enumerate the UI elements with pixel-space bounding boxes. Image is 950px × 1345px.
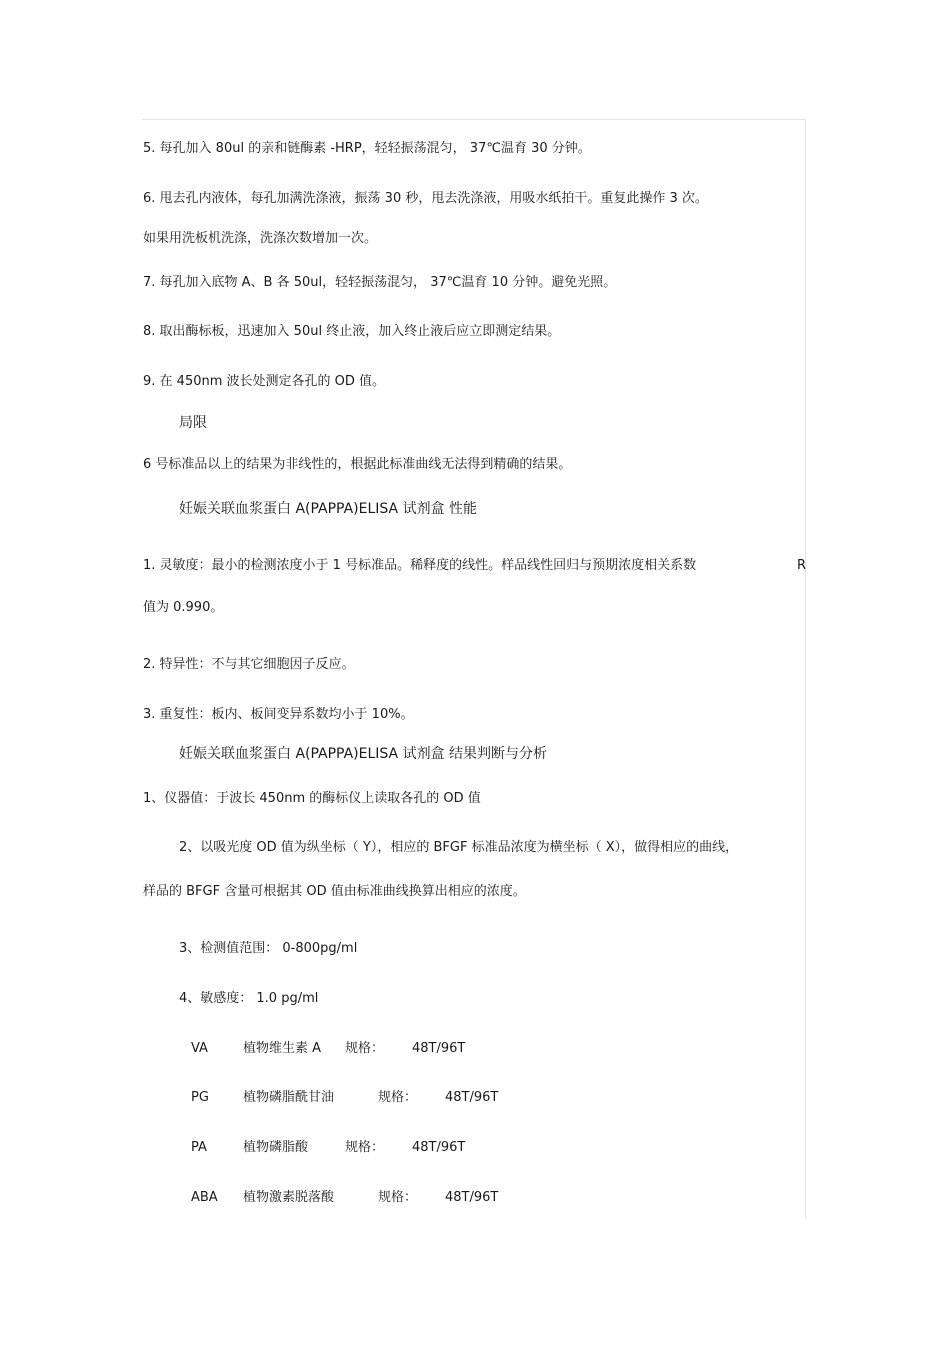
step-8: 8. 取出酶标板，迅速加入 50ul 终止液，加入终止液后应立即测定结果。 [143, 324, 561, 339]
spec-value: 48T/96T [445, 1190, 499, 1205]
performance-sensitivity-r: R [797, 558, 807, 573]
result-sensitivity: 4、敏感度： 1.0 pg/ml [179, 991, 319, 1006]
spec-code: VA [191, 1041, 208, 1056]
section-title-limitation: 局限 [179, 415, 207, 431]
performance-repeatability: 3. 重复性：板内、板间变异系数均小于 10%。 [143, 707, 414, 722]
spec-name: 植物磷脂酸 [243, 1140, 309, 1155]
spec-name: 植物激素脱落酸 [243, 1190, 335, 1205]
spec-code: PG [191, 1090, 209, 1105]
spec-label: 规格： [345, 1041, 385, 1056]
spec-code: PA [191, 1140, 207, 1155]
step-5: 5. 每孔加入 80ul 的亲和链酶素 -HRP，轻轻振荡混匀， 37℃温育 30 分钟。 [143, 141, 591, 156]
spec-name: 植物维生素 A [243, 1041, 322, 1056]
performance-specificity: 2. 特异性：不与其它细胞因子反应。 [143, 657, 355, 672]
spec-label: 规格： [345, 1140, 385, 1155]
performance-sensitivity: 1. 灵敏度：最小的检测浓度小于 1 号标准品。稀释度的线性。样品线性回归与预期浓度相关系数 [143, 558, 697, 573]
step-6: 6. 甩去孔内液体，每孔加满洗涤液，振荡 30 秒，甩去洗涤液，用吸水纸拍干。重复此操作 3 次。 [143, 191, 708, 206]
section-title-results: 妊娠关联血浆蛋白 A(PAPPA)ELISA 试剂盒 结果判断与分析 [179, 746, 548, 762]
spec-row [0, 1090, 950, 1106]
step-9: 9. 在 450nm 波长处测定各孔的 OD 值。 [143, 374, 386, 389]
spec-label: 规格： [378, 1090, 418, 1105]
spec-value: 48T/96T [445, 1090, 499, 1105]
spec-code: ABA [191, 1190, 218, 1205]
result-range: 3、检测值范围： 0-800pg/ml [179, 941, 358, 956]
result-instrument-value: 1、仪器值：于波长 450nm 的酶标仪上读取各孔的 OD 值 [143, 791, 481, 806]
spec-value: 48T/96T [412, 1041, 466, 1056]
spec-value: 48T/96T [412, 1140, 466, 1155]
limitation-text: 6 号标准品以上的结果为非线性的，根据此标准曲线无法得到精确的结果。 [143, 457, 572, 472]
spec-row [0, 1140, 950, 1156]
spec-name: 植物磷脂酰甘油 [243, 1090, 335, 1105]
spec-label: 规格： [378, 1190, 418, 1205]
performance-sensitivity-continued: 值为 0.990。 [143, 600, 224, 615]
section-title-performance: 妊娠关联血浆蛋白 A(PAPPA)ELISA 试剂盒 性能 [179, 501, 478, 517]
result-curve-continued: 样品的 BFGF 含量可根据其 OD 值由标准曲线换算出相应的浓度。 [143, 884, 526, 899]
spec-row [0, 1190, 950, 1206]
spec-row [0, 1041, 950, 1057]
step-6-continued: 如果用洗板机洗涤，洗涤次数增加一次。 [143, 231, 378, 246]
result-curve: 2、以吸光度 OD 值为纵坐标（ Y），相应的 BFGF 标准品浓度为横坐标（ X），做得相应的曲线， [179, 840, 739, 855]
step-7: 7. 每孔加入底物 A、B 各 50ul，轻轻振荡混匀， 37℃温育 10 分钟。避免光照。 [143, 275, 617, 290]
